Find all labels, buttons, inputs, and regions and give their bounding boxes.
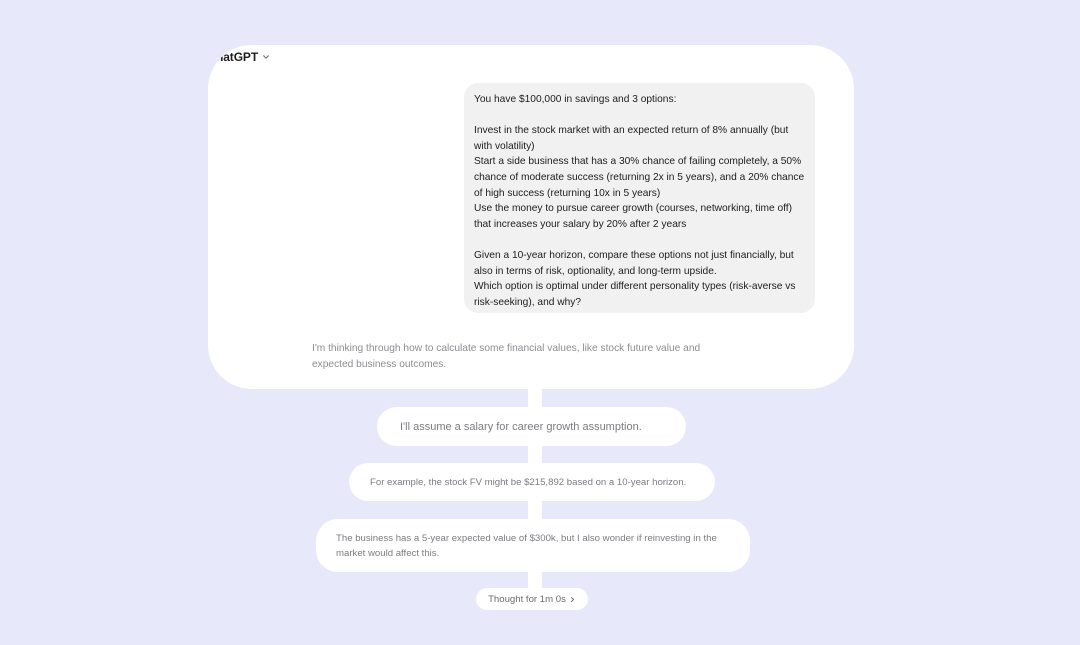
thinking-step-3: For example, the stock FV might be $215,892 based on a 10-year horizon.	[349, 463, 715, 501]
thinking-step-1: I'm thinking through how to calculate some financial values, like stock future value and expected business outcomes.	[312, 343, 701, 370]
message-intro: You have $100,000 in savings and 3 options:	[474, 94, 677, 105]
chat-window	[208, 45, 854, 389]
message-question-2: Which option is optimal under different personality types (risk-averse vs risk-seeking), and why?	[474, 281, 796, 308]
message-option-2: Start a side business that has a 30% chance of failing completely, a 50% chance of moderate success (returning 2x in 5 years), and a 20% chance of high success (returning 10x in 5 years)	[474, 156, 805, 199]
message-question-1: Given a 10-year horizon, compare these options not just financially, but also in terms of risk, optionality, and long-term upside.	[474, 249, 794, 277]
model-selector[interactable]	[216, 50, 270, 64]
message-option-3: Use the money to pursue career growth (courses, networking, time off) that increases your salary by 20% after 2 years	[474, 203, 793, 230]
paragraph-gap	[474, 232, 805, 248]
chevron-right-icon	[569, 596, 576, 603]
thinking-step-2: I'll assume a salary for career growth assumption.	[377, 407, 686, 446]
thought-summary-button[interactable]	[476, 588, 588, 610]
paragraph-gap	[474, 108, 805, 124]
message-option-1: Invest in the stock market with an expected return of 8% annually (but with volatility)	[474, 125, 789, 152]
user-message-bubble	[464, 83, 815, 313]
chevron-down-icon	[262, 53, 270, 61]
thought-summary-label: Thought for 1m 0s	[488, 593, 566, 605]
thinking-step-4: The business has a 5-year expected value of $300k, but I also wonder if reinvesting in the market would affect this.	[316, 519, 750, 572]
app-title: natGPT	[216, 50, 259, 64]
